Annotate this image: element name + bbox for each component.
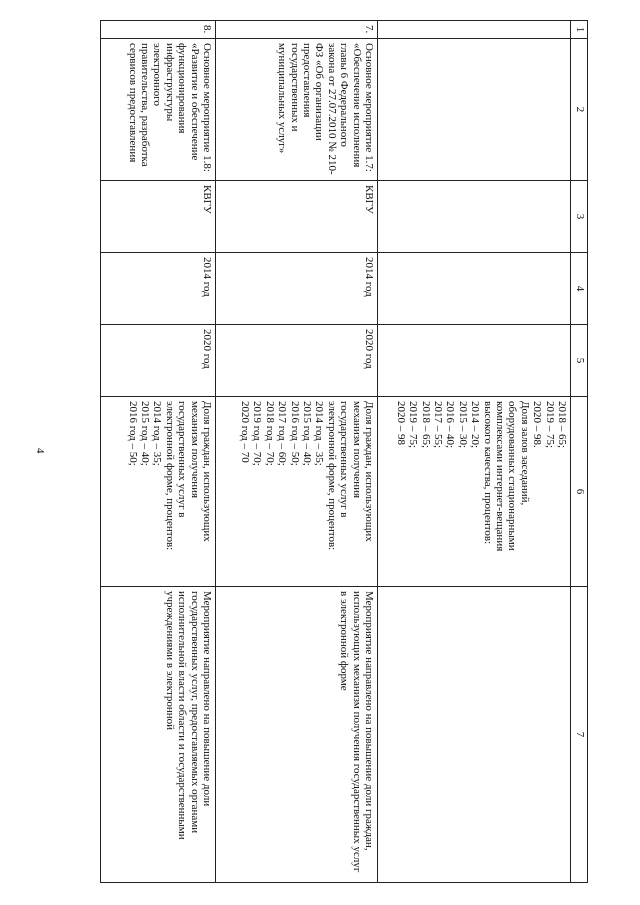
table-row bbox=[101, 21, 216, 883]
indicator-line: 2014 год – 35; bbox=[151, 401, 164, 466]
indicator-cell bbox=[216, 397, 378, 587]
indicator-line: механизм получения bbox=[188, 401, 201, 499]
indicator-line: 2019 – 75; bbox=[407, 401, 420, 449]
indicator-line: 2016 – 40; bbox=[444, 401, 457, 449]
indicator-line: 2016 год – 50; bbox=[126, 401, 139, 466]
end-year: 2020 год bbox=[101, 325, 216, 397]
indicator-line: оборудованных стационарными bbox=[506, 401, 519, 551]
table-wrapper bbox=[96, 20, 640, 873]
header-col-7: 7 bbox=[571, 587, 588, 883]
row-number: 7. bbox=[216, 21, 378, 39]
executor bbox=[378, 181, 571, 253]
indicator-line: 2018 – 65; bbox=[419, 401, 432, 449]
page-number: 4 bbox=[34, 448, 46, 454]
start-year bbox=[378, 253, 571, 325]
note-cell bbox=[378, 587, 571, 883]
indicator-line: 2015 год – 40; bbox=[138, 401, 151, 466]
end-year: 2020 год bbox=[216, 325, 378, 397]
indicator-line: 2020 год – 70 bbox=[238, 401, 251, 463]
indicator-line: 2015 год – 40; bbox=[300, 401, 313, 466]
indicator-line: государственных услуг в bbox=[338, 401, 351, 518]
indicator-line: 2014 год – 35; bbox=[313, 401, 326, 466]
note-cell: Мероприятие направлено на повышение доли государственных услуг, предоставляемых органами исполнительной власти области и государственными учреждениями в электронной bbox=[101, 587, 216, 883]
indicator-line: 2016 год – 50; bbox=[288, 401, 301, 466]
header-col-3: 3 bbox=[571, 181, 588, 253]
indicator-line: электронной форме, процентов: bbox=[325, 401, 338, 551]
indicator-line: 2015 – 30; bbox=[456, 401, 469, 449]
header-col-6: 6 bbox=[571, 397, 588, 587]
header-col-2: 2 bbox=[571, 39, 588, 181]
event-name: Основное мероприятие 1.7: «Обеспечение исполнения главы 6 Федерального закона от 27.07.2010 № 210-ФЗ «Об организации предоставления государственных и муниципальных услуг» bbox=[216, 39, 378, 181]
event-name bbox=[378, 39, 571, 181]
indicator-line: государственных услуг в bbox=[176, 401, 189, 518]
table-header-row bbox=[571, 21, 588, 883]
indicator-line: 2018 – 65; bbox=[556, 401, 568, 449]
indicator-line: 2020 – 98 bbox=[394, 401, 407, 445]
indicator-line: 2019 – 75; bbox=[543, 401, 556, 449]
indicator-cell bbox=[378, 397, 571, 587]
indicator-line: электронной форме, процентов: bbox=[163, 401, 176, 551]
header-col-5: 5 bbox=[571, 325, 588, 397]
executor: КВГУ bbox=[101, 181, 216, 253]
indicator-cell bbox=[101, 397, 216, 587]
rotated-page-content bbox=[96, 20, 588, 882]
end-year bbox=[378, 325, 571, 397]
table-row bbox=[216, 21, 378, 883]
row-number: 8. bbox=[101, 21, 216, 39]
indicator-line: комплексами интернет-вещания bbox=[493, 401, 506, 552]
note-cell: Мероприятие направлено на повышение доли граждан, использующих механизм получения государственных услуг в электронной форме bbox=[216, 587, 378, 883]
indicator-line: 2014 – 20; bbox=[469, 401, 482, 449]
indicator-line: Доля граждан, использующих bbox=[363, 401, 375, 542]
indicator-line: 2018 год – 70; bbox=[263, 401, 276, 466]
indicator-line: высокого качества, процентов: bbox=[481, 401, 494, 545]
indicator-line: 2017 год – 60; bbox=[276, 401, 289, 466]
header-col-4: 4 bbox=[571, 253, 588, 325]
start-year: 2014 год bbox=[101, 253, 216, 325]
indicator-line: 2017 – 55; bbox=[431, 401, 444, 449]
start-year: 2014 год bbox=[216, 253, 378, 325]
indicator-line: Доля залов заседаний, bbox=[518, 401, 531, 506]
events-table bbox=[100, 20, 588, 883]
indicator-line: механизм получения bbox=[350, 401, 363, 499]
header-col-1: 1 bbox=[571, 21, 588, 39]
executor: КВГУ bbox=[216, 181, 378, 253]
indicator-line: 2020 – 98. bbox=[531, 401, 544, 448]
indicator-line: Доля граждан, использующих bbox=[201, 401, 213, 542]
table-row bbox=[378, 21, 571, 883]
row-number bbox=[378, 21, 571, 39]
event-name: Основное мероприятие 1.8: «Развитие и обеспечение функционирования инфраструктуры электронного правительства, разработка сервисов предоставления bbox=[101, 39, 216, 181]
indicator-line: 2019 год – 70; bbox=[251, 401, 264, 466]
